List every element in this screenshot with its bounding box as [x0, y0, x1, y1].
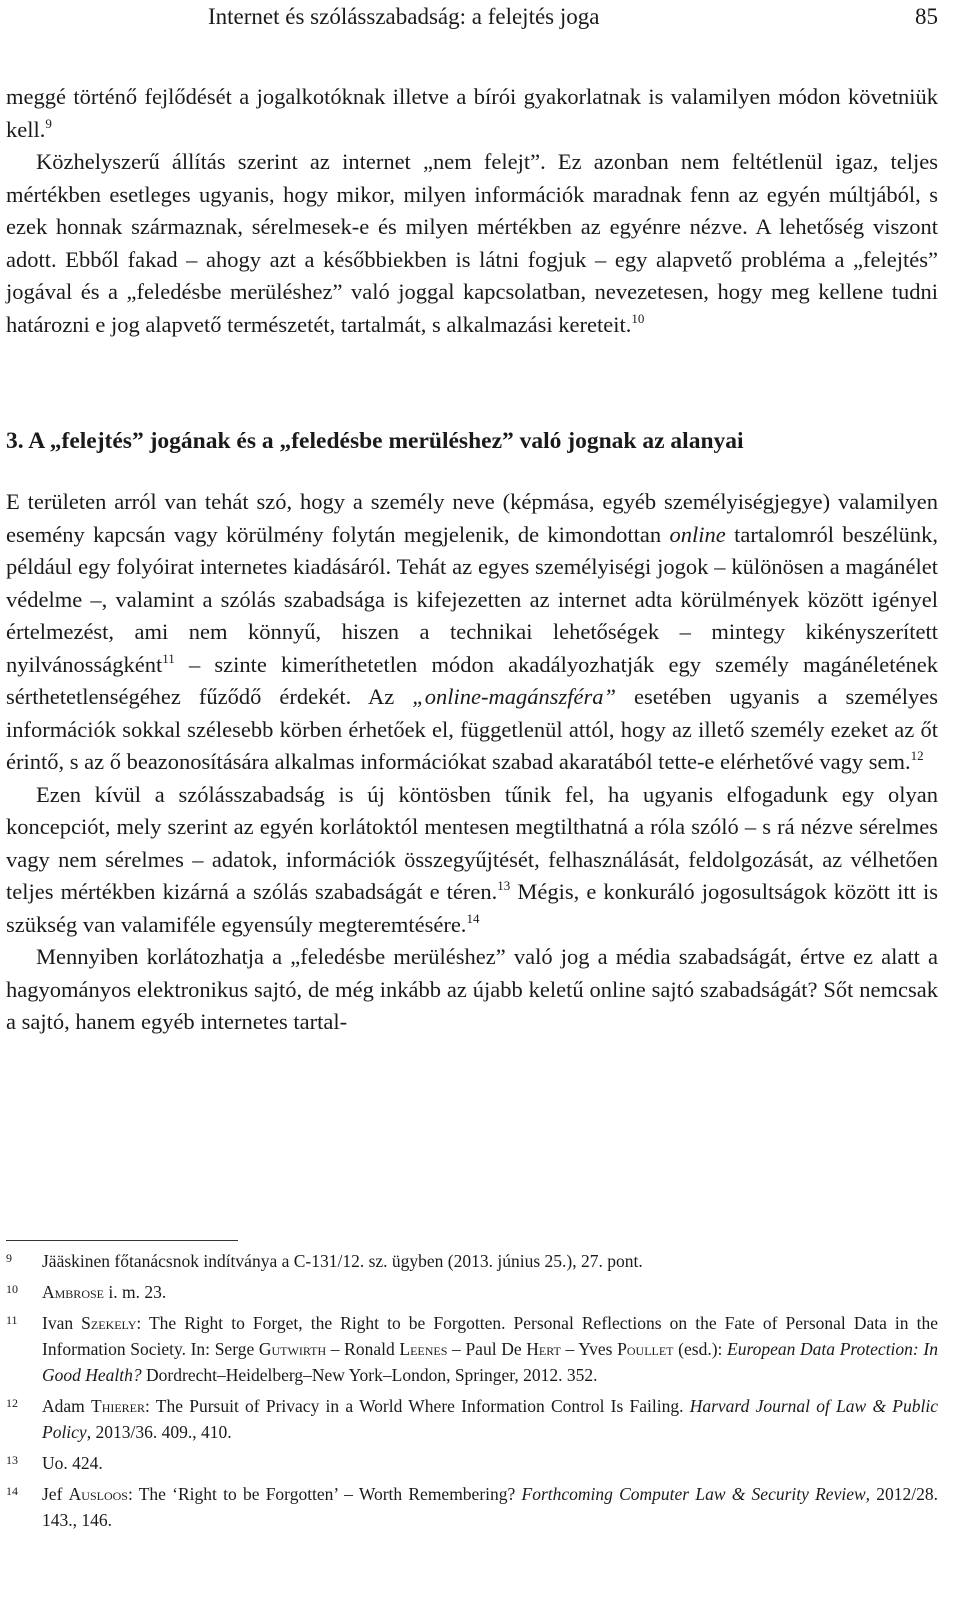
footnote-ref-14[interactable]: 14	[466, 910, 480, 926]
author-name: Hert	[526, 1339, 561, 1359]
author-name: Gutwirth	[258, 1339, 327, 1359]
footnote-text: : The Pursuit of Privacy in a World Where Information Control Is Failing.	[145, 1396, 690, 1416]
footnote-9	[6, 1248, 938, 1274]
footnote-ref-9[interactable]: 9	[45, 115, 52, 131]
paragraph-text: E területen arról van tehát szó, hogy a személy neve (képmása, egyéb személyiségjegye) valamilyen esemény kapcsán vagy körülmény folytán megjelenik, de kimondottan	[6, 489, 938, 547]
footnote-ref-10[interactable]: 10	[631, 310, 645, 326]
footnote-12	[6, 1393, 938, 1445]
paragraph-text: Mégis, e konkuráló jogosultságok között itt is szükség van valamiféle egyensúly megteremtésére.	[6, 879, 938, 937]
footnote-number: 13	[6, 1453, 18, 1467]
page-header	[208, 2, 938, 32]
paragraph-text: Mennyiben korlátozhatja a „feledésbe merüléshez” való jog a média szabadságát, értve ez alatt a hagyományos elektronikus sajtó, de még inkább az újabb keletű online sajtó szabadságát? Sőt nemcsak a sajtó, hanem egyéb internetes tartal-	[6, 944, 938, 1034]
paragraph-text: Közhelyszerű állítás szerint az internet „nem felejt”. Ez azonban nem feltétlenül igaz, teljes mértékben esetleges ugyanis, hogy mikor, milyen információk maradnak fenn az egyén múltjából, s ezek honnak származnak, sérelmesek-e és milyen mértékben az egyénre nézve. A lehetőség viszont adott. Ebből fakad – ahogy azt a későbbiekben is látni fogjuk – egy alapvető probléma a „felejtés” jogával és a „feledésbe merüléshez” való joggal kapcsolatban, nevezetesen, hogy meg kellene tudni határozni e jog alapvető természetét, tartalmát, s alkalmazási kereteit.	[6, 149, 938, 337]
journal-title: Forthcoming Computer Law & Security Review	[521, 1484, 866, 1504]
footnote-text: Ivan	[42, 1313, 82, 1333]
footnote-text: (esd.):	[673, 1339, 728, 1359]
author-name: Ambrose	[42, 1282, 104, 1302]
page-number: 85	[915, 4, 938, 29]
footnote-ref-12[interactable]: 12	[910, 748, 924, 763]
paragraph	[6, 146, 938, 341]
footnote-14	[6, 1481, 938, 1533]
footnote-text: – Paul De	[447, 1339, 527, 1359]
italic-term: online	[669, 521, 726, 547]
footnote-text: Jef	[42, 1484, 69, 1504]
author-name: Leenes	[399, 1339, 448, 1359]
paragraph	[6, 941, 938, 1039]
footnote-text: : The ‘Right to be Forgotten’ – Worth Remembering?	[127, 1484, 522, 1504]
footnotes	[6, 1248, 938, 1538]
book-title: European Data Protection: In Good Health?	[42, 1339, 938, 1385]
footnote-ref-11[interactable]: 11	[162, 650, 175, 666]
paragraph-continuation	[6, 81, 938, 146]
footnote-text: Adam	[42, 1396, 91, 1416]
paragraph-text: esetében ugyanis a személyes információk sokkal szélesebb körben érhetőek el, függetlenül attól, hogy az illető személy ezeket az őt érintő, s az ő beazonosítására alkalmas információkat szabad akaratából tette-e elérhetővé vagy sem.	[6, 684, 938, 774]
footnote-text: , 2013/36. 409., 410.	[86, 1422, 232, 1442]
footnote-text: – Ronald	[326, 1339, 400, 1359]
author-name: Thierer	[91, 1396, 146, 1416]
paragraph-text: – szinte kimeríthetetlen módon akadályozhatják egy személy magánéletének sérthetetlenségéhez fűződő érdekét. Az	[6, 651, 938, 709]
footnote-text: – Yves	[560, 1339, 618, 1359]
paragraph-text: meggé történő fejlődését a jogalkotóknak illetve a bírói gyakorlatnak is valamilyen módon követniük kell.	[6, 84, 938, 142]
paragraph-text: Ezen kívül a szólásszabadság is új köntösben tűnik fel, ha ugyanis elfogadunk egy olyan koncepciót, mely szerint az egyén korlátoktól mentesen megtilthatná a róla szóló – s rá nézve sérelmes vagy nem sérelmes – adatok, információk összegyűjtését, felhasználását, feldolgozását, az vélhetően teljes mértékben kizárná a szólás szabadságát e téren.	[6, 781, 938, 904]
footnote-text: i. m. 23.	[104, 1282, 167, 1302]
footnote-text: Jääskinen főtanácsnok indítványa a C-131/12. sz. ügyben (2013. június 25.), 27. pont.	[42, 1251, 643, 1271]
author-name: Ausloos	[68, 1484, 128, 1504]
footnote-text: Dordrecht–Heidelberg–New York–London, Springer, 2012. 352.	[141, 1365, 598, 1385]
footnote-text: : The Right to Forget, the Right to be Forgotten. Personal Reflections on the Fate of Personal Data in the Information Society. In: Serge	[42, 1313, 938, 1359]
footnote-number: 9	[6, 1251, 12, 1265]
footnote-ref-13[interactable]: 13	[497, 878, 511, 893]
footnote-separator	[6, 1240, 238, 1241]
section-body	[6, 486, 938, 1039]
running-title: Internet és szólásszabadság: a felejtés joga	[208, 4, 600, 29]
footnote-11	[6, 1310, 938, 1388]
footnote-number: 11	[6, 1313, 18, 1327]
author-name: Szekely	[81, 1313, 137, 1333]
footnote-number: 10	[6, 1282, 18, 1296]
footnote-text: Uo. 424.	[42, 1453, 103, 1473]
paragraph	[6, 486, 938, 779]
paragraph	[6, 779, 938, 942]
italic-term: „online-magánszféra”	[412, 684, 617, 709]
author-name: Poullet	[617, 1339, 674, 1359]
footnote-10	[6, 1279, 938, 1305]
intro-text	[6, 81, 938, 341]
section-heading: 3. A „felejtés” jogának és a „feledésbe merüléshez” való jognak az alanyai	[6, 428, 744, 454]
footnote-number: 14	[6, 1484, 18, 1498]
footnote-text: , 2012/28. 143., 146.	[42, 1484, 938, 1530]
footnote-number: 12	[6, 1396, 18, 1410]
paragraph-text: tartalomról beszélünk, például egy folyóirat internetes kiadásáról. Tehát az egyes személyiségi jogok – különösen a magánélet védelme –, valamint a szólás szabadsága is kifejezetten az internet adta körülmények között igényel értelmezést, ami nem könnyű, hiszen a technikai lehetőségek – mintegy kikényszerített nyilvánosságként	[6, 521, 939, 677]
footnote-13	[6, 1450, 938, 1476]
journal-title: Harvard Journal of Law & Public Policy	[42, 1396, 938, 1442]
